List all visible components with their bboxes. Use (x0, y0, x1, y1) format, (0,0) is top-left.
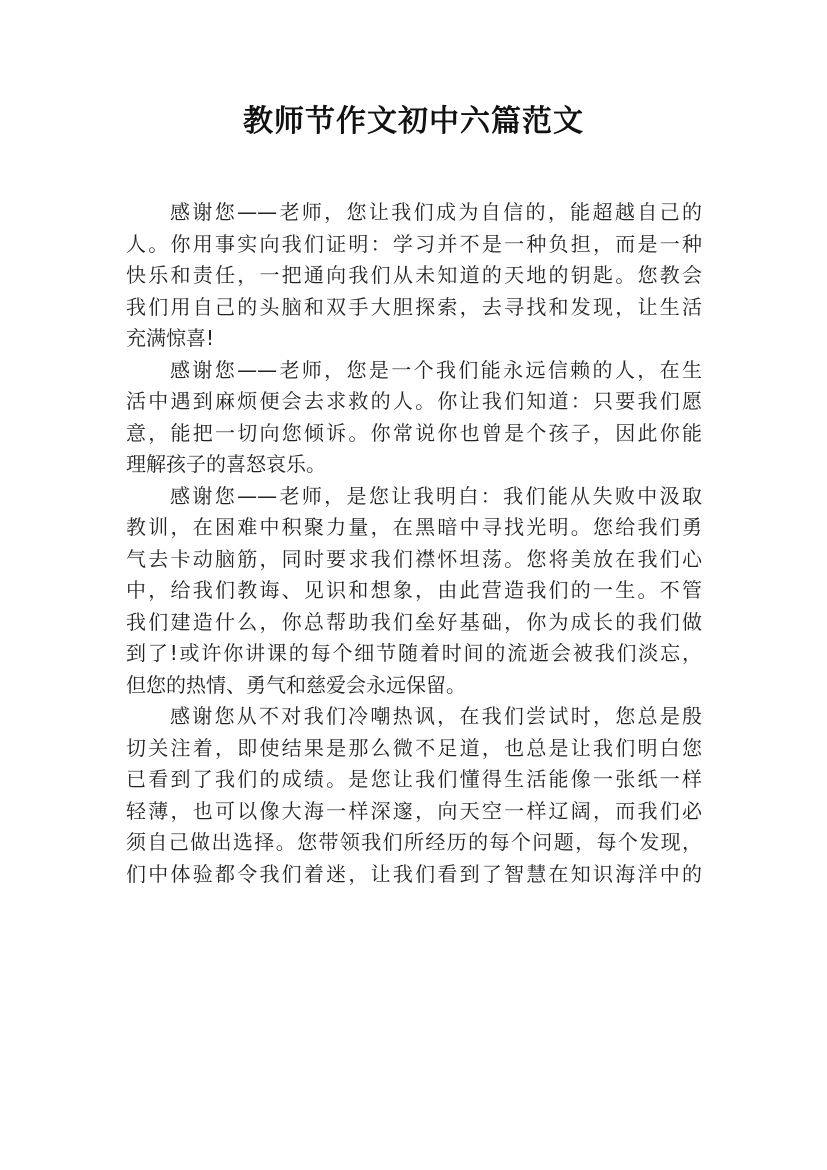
paragraph-3-line-6: 到了!或许你讲课的每个细节随着时间的流逝会被我们淡忘， (126, 641, 702, 665)
paragraph-3-line-3: 气去卡动脑筋，同时要求我们襟怀坦荡。您将美放在我们心 (126, 546, 702, 571)
document-body (126, 197, 702, 890)
paragraph-4-line-6: 们中体验都令我们着迷，让我们看到了智慧在知识海洋中的 (126, 861, 702, 886)
paragraph-3-line-4: 中，给我们教诲、见识和想象，由此营造我们的一生。不管 (126, 578, 702, 602)
paragraph-1-line-3: 快乐和责任，一把通向我们从未知道的天地的钥匙。您教会 (126, 263, 702, 287)
paragraph-2-line-1: 感谢您——老师，您是一个我们能永远信赖的人，在生 (170, 357, 702, 382)
document-title: 教师节作文初中六篇范文 (243, 104, 584, 139)
paragraph-4-line-2: 切关注着，即使结果是那么微不足道，也总是让我们明白您 (126, 735, 702, 760)
paragraph-3-line-2: 教训，在困难中积聚力量，在黑暗中寻找光明。您给我们勇 (126, 515, 702, 539)
paragraph-4-line-3: 已看到了我们的成绩。是您让我们懂得生活能像一张纸一样 (126, 767, 702, 791)
paragraph-4-line-5: 须自己做出选择。您带领我们所经历的每个问题，每个发现， (126, 830, 702, 854)
paragraph-4-line-4: 轻薄，也可以像大海一样深邃，向天空一样辽阔，而我们必 (126, 798, 702, 823)
paragraph-3-line-1: 感谢您——老师，是您让我明白：我们能从失败中汲取 (170, 483, 702, 508)
paragraph-1-line-4: 我们用自己的头脑和双手大胆探索，去寻找和发现，让生活 (126, 294, 702, 319)
paragraph-4-line-1: 感谢您从不对我们冷嘲热讽，在我们尝试时，您总是殷 (170, 704, 702, 728)
paragraph-2-line-4: 理解孩子的喜怒哀乐。 (126, 452, 326, 476)
paragraph-3-line-5: 我们建造什么，你总帮助我们垒好基础，你为成长的我们做 (126, 609, 702, 634)
paragraph-3-line-7: 但您的热情、勇气和慈爱会永远保留。 (126, 672, 466, 697)
paragraph-2-line-3: 意，能把一切向您倾诉。你常说你也曾是个孩子，因此你能 (126, 420, 702, 445)
paragraph-2-line-2: 活中遇到麻烦便会去求救的人。你让我们知道：只要我们愿 (126, 389, 702, 413)
paragraph-1-line-5: 充满惊喜! (126, 326, 215, 350)
paragraph-1-line-1: 感谢您——老师，您让我们成为自信的，能超越自己的 (170, 200, 702, 224)
paragraph-1-line-2: 人。你用事实向我们证明：学习并不是一种负担，而是一种 (126, 231, 702, 256)
